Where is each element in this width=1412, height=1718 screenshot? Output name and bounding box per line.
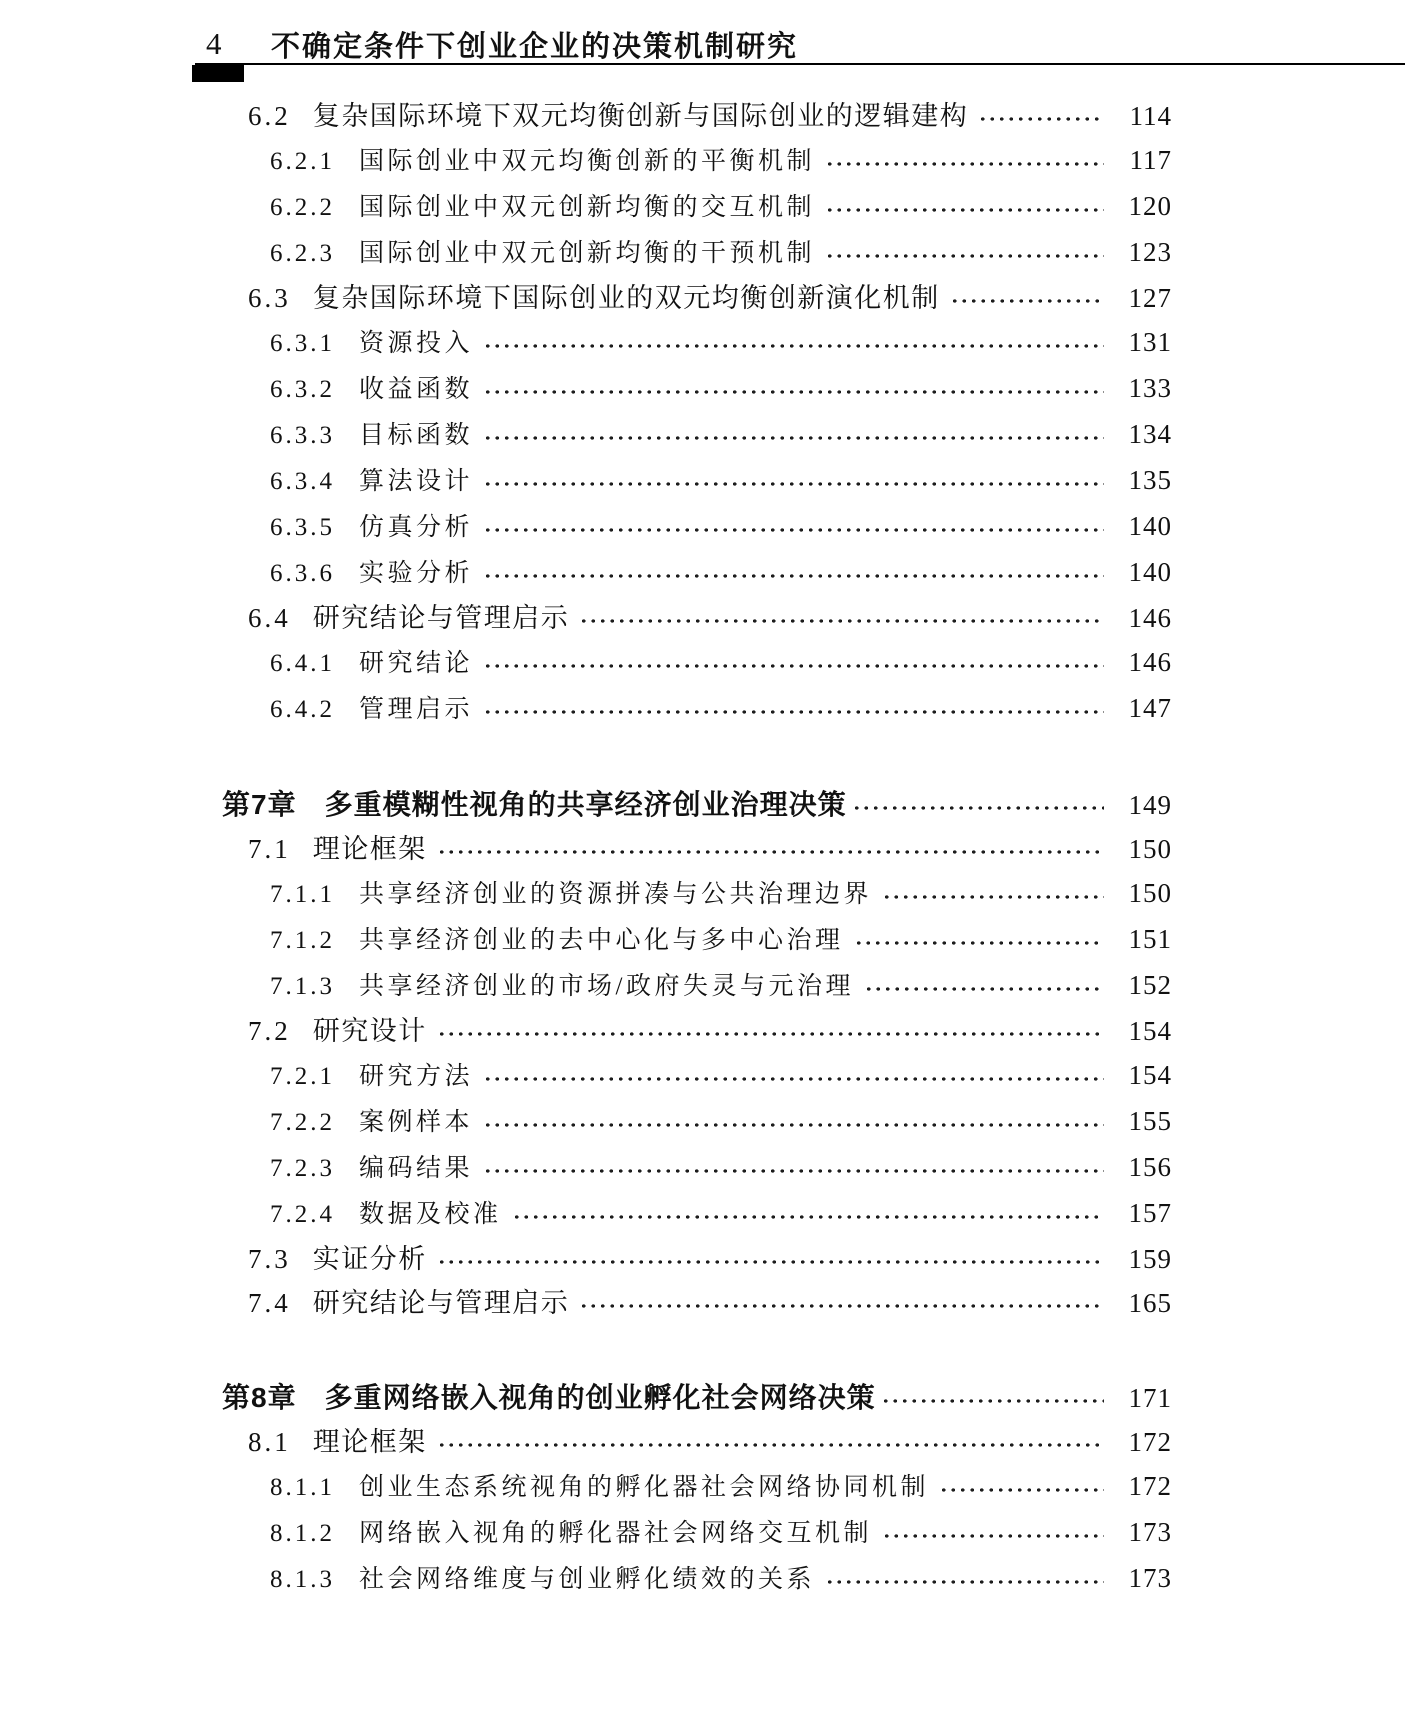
toc-entry-number: 7.1: [248, 834, 291, 864]
toc-entry: [222, 276, 1172, 320]
toc-entry-page: 171: [1128, 1383, 1172, 1413]
toc-entry: [222, 1009, 1172, 1053]
toc-entry-page: 127: [1128, 283, 1172, 313]
toc-entry: [222, 1237, 1172, 1281]
toc-entry-title: 理论框架: [312, 834, 427, 864]
toc-entry: [222, 184, 1172, 230]
toc-entry: [222, 1281, 1172, 1325]
toc-entry-title: 研究结论: [359, 650, 474, 677]
dot-leader: [823, 230, 1104, 276]
toc-entry: [222, 1145, 1172, 1191]
toc-entry-number: 6.2: [248, 101, 291, 131]
toc-entry-title: 数据及校准: [359, 1201, 502, 1228]
dot-leader: [435, 1237, 1104, 1281]
toc-entry-page: 147: [1128, 693, 1172, 723]
toc-entry: [222, 917, 1172, 963]
toc-entry: [222, 138, 1172, 184]
dot-leader: [937, 1464, 1104, 1510]
toc-entry-number: 8.1: [248, 1427, 291, 1457]
toc-entry-number: 8.1.3: [270, 1566, 335, 1593]
toc-entry-page: 149: [1128, 790, 1172, 820]
dot-leader: [976, 94, 1104, 138]
toc-entry-number: 6.3: [248, 283, 291, 313]
toc-entry-page: 151: [1128, 924, 1172, 954]
toc-entry: [222, 504, 1172, 550]
toc-entry: [222, 1376, 1172, 1420]
toc-entry-title: 社会网络维度与创业孵化绩效的关系: [359, 1566, 816, 1593]
toc-entry-page: 173: [1128, 1517, 1172, 1547]
toc-entry-number: 6.4.2: [270, 696, 335, 723]
toc-entry-page: 159: [1128, 1244, 1172, 1274]
dot-leader: [852, 917, 1104, 963]
toc-entry-title: 网络嵌入视角的孵化器社会网络交互机制: [359, 1520, 873, 1547]
toc-entry: [222, 1464, 1172, 1510]
toc-entry-title: 案例样本: [359, 1109, 474, 1136]
toc-entry-number: 7.4: [248, 1288, 291, 1318]
dot-leader: [481, 504, 1104, 550]
toc-entry-page: 117: [1129, 145, 1172, 175]
header-page-number: 4: [206, 26, 222, 61]
toc-entry-title: 实验分析: [359, 560, 474, 587]
toc-entry-title: 收益函数: [359, 376, 474, 403]
toc-entry-page: 134: [1128, 419, 1172, 449]
toc-entry-number: 6.4: [248, 603, 291, 633]
toc-entry: [222, 1420, 1172, 1464]
dot-leader: [481, 458, 1104, 504]
toc-entry-title: 资源投入: [359, 330, 474, 357]
toc-entry: [222, 1191, 1172, 1237]
toc-entry-page: 157: [1128, 1198, 1172, 1228]
toc-entry-page: 173: [1128, 1563, 1172, 1593]
toc-entry-number: 第8章: [222, 1382, 297, 1413]
toc-entry-number: 6.2.2: [270, 194, 335, 221]
toc-entry: [222, 366, 1172, 412]
toc-entry-number: 第7章: [222, 789, 297, 820]
dot-leader: [435, 1420, 1104, 1464]
toc-entry-title: 理论框架: [312, 1427, 427, 1457]
dot-leader: [879, 1376, 1104, 1420]
toc-entry-page: 172: [1128, 1427, 1172, 1457]
toc-entry: [222, 94, 1172, 138]
dot-leader: [862, 963, 1104, 1009]
toc-entry: [222, 640, 1172, 686]
toc-entry-title: 多重模糊性视角的共享经济创业治理决策: [324, 789, 847, 820]
toc-entry-number: 6.2.3: [270, 240, 335, 267]
toc-entry: [222, 1053, 1172, 1099]
dot-leader: [481, 640, 1104, 686]
toc-entry-number: 7.1.2: [270, 927, 335, 954]
toc-entry-title: 研究结论与管理启示: [312, 603, 570, 633]
toc-entry-page: 140: [1128, 557, 1172, 587]
dot-leader: [481, 366, 1104, 412]
toc-entry-title: 管理启示: [359, 696, 474, 723]
toc-entry: [222, 963, 1172, 1009]
toc-entry: [222, 1099, 1172, 1145]
dot-leader: [481, 412, 1104, 458]
dot-leader: [481, 550, 1104, 596]
toc-entry-number: 6.3.6: [270, 560, 335, 587]
dot-leader: [577, 1281, 1104, 1325]
toc-entry: [222, 550, 1172, 596]
toc-entry: [222, 827, 1172, 871]
dot-leader: [577, 596, 1104, 640]
toc-entry-page: 150: [1128, 834, 1172, 864]
toc-entry: [222, 230, 1172, 276]
toc-entry-number: 6.3.5: [270, 514, 335, 541]
toc-entry: [222, 1510, 1172, 1556]
dot-leader: [880, 871, 1104, 917]
toc-entry-title: 实证分析: [312, 1244, 427, 1274]
dot-leader: [481, 686, 1104, 732]
dot-leader: [481, 320, 1104, 366]
dot-leader: [510, 1191, 1104, 1237]
toc-entry-page: 146: [1128, 647, 1172, 677]
dot-leader: [948, 276, 1104, 320]
toc-entry-number: 6.3.4: [270, 468, 335, 495]
toc-entry-title: 共享经济创业的资源拼凑与公共治理边界: [359, 881, 873, 908]
dot-leader: [850, 783, 1104, 827]
toc-entry-title: 目标函数: [359, 422, 474, 449]
toc-entry-page: 156: [1128, 1152, 1172, 1182]
dot-leader: [880, 1510, 1104, 1556]
toc-entry-title: 复杂国际环境下双元均衡创新与国际创业的逻辑建构: [312, 101, 969, 131]
toc-entry-number: 8.1.2: [270, 1520, 335, 1547]
toc-entry-number: 7.1.1: [270, 881, 335, 908]
toc-entry: [222, 686, 1172, 732]
toc-entry: [222, 871, 1172, 917]
toc-entry-page: 155: [1128, 1106, 1172, 1136]
toc-entry-number: 7.1.3: [270, 973, 335, 1000]
toc-entry-page: 135: [1128, 465, 1172, 495]
toc-entry-title: 共享经济创业的市场/政府失灵与元治理: [359, 973, 854, 1000]
toc-entry: [222, 1556, 1172, 1602]
header-black-tab: [192, 65, 244, 82]
toc-entry: [222, 783, 1172, 827]
toc-entry-number: 6.3.2: [270, 376, 335, 403]
dot-leader: [481, 1053, 1104, 1099]
dot-leader: [435, 827, 1104, 871]
toc-entry-page: 146: [1128, 603, 1172, 633]
toc-entry-page: 133: [1128, 373, 1172, 403]
toc-entry-title: 共享经济创业的去中心化与多中心治理: [359, 927, 844, 954]
toc-entry-page: 154: [1128, 1060, 1172, 1090]
toc-entry-number: 7.2: [248, 1016, 291, 1046]
toc-entry-number: 7.2.2: [270, 1109, 335, 1136]
header-rule: [195, 63, 1405, 65]
toc-entry-title: 国际创业中双元创新均衡的交互机制: [359, 194, 816, 221]
toc-entry-title: 研究结论与管理启示: [312, 1288, 570, 1318]
toc-entry: [222, 412, 1172, 458]
toc-entry-page: 154: [1128, 1016, 1172, 1046]
toc-entry-title: 复杂国际环境下国际创业的双元均衡创新演化机制: [312, 283, 940, 313]
toc-entry-page: 114: [1129, 101, 1172, 131]
toc-entry-number: 7.2.1: [270, 1063, 335, 1090]
toc-entry-number: 8.1.1: [270, 1474, 335, 1501]
toc-entry-page: 172: [1128, 1471, 1172, 1501]
toc-entry-page: 150: [1128, 878, 1172, 908]
dot-leader: [823, 184, 1104, 230]
toc-entry-number: 6.3.3: [270, 422, 335, 449]
toc-entry-page: 152: [1128, 970, 1172, 1000]
toc-entry-page: 123: [1128, 237, 1172, 267]
toc-entry-page: 165: [1128, 1288, 1172, 1318]
toc-entry-number: 7.2.4: [270, 1201, 335, 1228]
toc-entry-page: 131: [1128, 327, 1172, 357]
toc-entry: [222, 458, 1172, 504]
toc-entry-title: 研究设计: [312, 1016, 427, 1046]
toc-entry: [222, 320, 1172, 366]
toc-entry-page: 120: [1128, 191, 1172, 221]
dot-leader: [481, 1145, 1104, 1191]
toc-entry-page: 140: [1128, 511, 1172, 541]
toc-entry-title: 多重网络嵌入视角的创业孵化社会网络决策: [324, 1382, 876, 1413]
dot-leader: [823, 138, 1104, 184]
dot-leader: [823, 1556, 1104, 1602]
toc-entry-number: 6.3.1: [270, 330, 335, 357]
dot-leader: [435, 1009, 1104, 1053]
toc-entry-number: 6.2.1: [270, 148, 335, 175]
toc-entry-title: 编码结果: [359, 1155, 474, 1182]
toc-entry-number: 7.2.3: [270, 1155, 335, 1182]
toc-entry-number: 6.4.1: [270, 650, 335, 677]
toc-entry-title: 算法设计: [359, 468, 474, 495]
dot-leader: [481, 1099, 1104, 1145]
toc-entry-title: 创业生态系统视角的孵化器社会网络协同机制: [359, 1474, 930, 1501]
header-book-title: 不确定条件下创业企业的决策机制研究: [271, 31, 799, 63]
toc-entry-title: 仿真分析: [359, 514, 474, 541]
toc-entry-title: 研究方法: [359, 1063, 474, 1090]
toc-entry-title: 国际创业中双元创新均衡的干预机制: [359, 240, 816, 267]
toc-entry-title: 国际创业中双元均衡创新的平衡机制: [359, 148, 816, 175]
toc-entry: [222, 596, 1172, 640]
toc-entry-number: 7.3: [248, 1244, 291, 1274]
table-of-contents: [222, 94, 1172, 1602]
